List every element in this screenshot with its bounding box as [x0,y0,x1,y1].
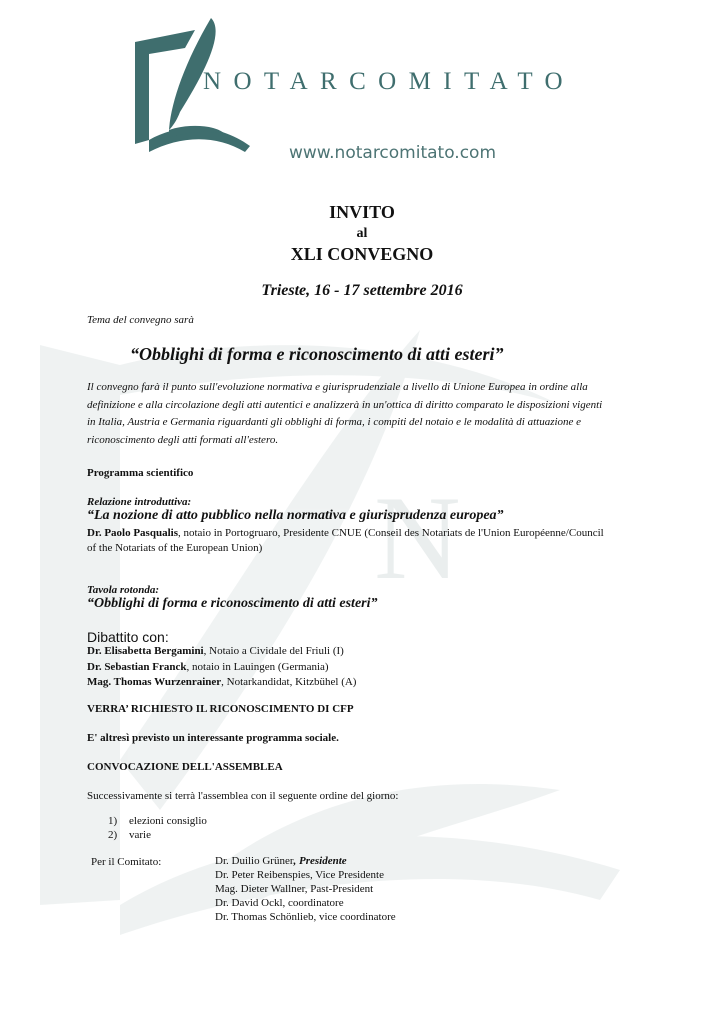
debate-label: Dibattito con: [87,629,169,645]
panelist-desc: , Notaio a Cividale del Friuli (I) [203,645,344,657]
description-line: definizione e alla circolazione degli atti autentici e analizzerà in un'ottica di diritto comparato le disposizioni vigenti [87,398,603,411]
committee-label: Per il Comitato: [91,856,162,868]
description [87,379,687,449]
agenda-text: elezioni consiglio [129,815,207,827]
list-item: Dr. Thomas Schönlieb, vice coordinatore [215,911,396,923]
description-line: riconoscimento degli atti formati all'estero. [87,433,279,446]
list-item [87,644,356,660]
description-line: Il convegno farà il punto sull'evoluzione normativa e giurisprudenziale a livello di Unione Europea in ordine alla [87,381,588,393]
theme-quote: “Obblighi di forma e riconoscimento di atti esteri” [130,344,504,364]
list-item [108,828,207,842]
intro-label: Relazione introduttiva: [87,496,192,508]
title-al: al [356,226,368,241]
committee-role: , Presidente [293,855,347,867]
speaker-desc: , notaio in Portogruaro, Presidente CNUE (Conseil des Notariats de l'Union Européenne/Council [177,527,604,539]
committee-member: Dr. Duilio Grüner [215,855,294,867]
assembly-heading: CONVOCAZIONE DELL'ASSEMBLEA [87,761,283,773]
panelist-desc: , Notarkandidat, Kitzbühel (A) [221,676,357,688]
agenda-text: varie [129,829,151,841]
agenda-list [108,814,207,842]
panelist-list [87,644,356,691]
speaker-block [87,526,687,556]
list-item: Mag. Dieter Wallner, Past-President [215,883,374,895]
assembly-text: Successivamente si terrà l'assemblea con il seguente ordine del giorno: [87,790,399,802]
social-note: E' altresì previsto un interessante programma sociale. [87,732,339,744]
watermark-letter: N [374,471,461,604]
intro-title: “La nozione di atto pubblico nella normativa e giurisprudenza europea” [87,508,504,523]
panelist-name: Mag. Thomas Wurzenrainer [87,676,222,688]
brand-name: NOTARCOMITATO [203,68,576,95]
committee-list [215,854,396,924]
programme-heading: Programma scientifico [87,467,194,479]
panelist-name: Dr. Elisabetta Bergamini [87,645,204,657]
list-item [108,814,207,828]
panelist-name: Dr. Sebastian Franck [87,660,187,673]
agenda-num: 2) [108,829,118,841]
list-item [215,854,396,868]
list-item [87,660,356,676]
list-item [87,675,356,691]
title-convegno: XLI CONVEGNO [290,244,434,264]
cfp-note: VERRA’ RICHIESTO IL RICONOSCIMENTO DI CFP [87,703,354,715]
description-line: in Italia, Austria e Germania riguardanti gli obblighi di forma, i compiti del notaio e le modalità di attuazione e [87,416,582,428]
agenda-num: 1) [108,815,118,827]
theme-intro: Tema del convegno sarà [87,314,194,326]
round-title: “Obblighi di forma e riconoscimento di atti esteri” [87,596,378,611]
round-label: Tavola rotonda: [87,584,160,596]
brand-url[interactable]: www.notarcomitato.com [289,143,497,163]
title-invito: INVITO [329,202,395,222]
list-item: Dr. Peter Reibenspies, Vice Presidente [215,869,384,881]
panelist-desc: , notaio in Lauingen (Germania) [186,660,329,673]
speaker-name: Dr. Paolo Pasqualis [87,527,178,539]
speaker-desc: of the Notariats of the European Union) [87,542,263,554]
list-item: Dr. David Ockl, coordinatore [215,897,344,909]
event-date-place: Trieste, 16 - 17 settembre 2016 [261,282,463,299]
